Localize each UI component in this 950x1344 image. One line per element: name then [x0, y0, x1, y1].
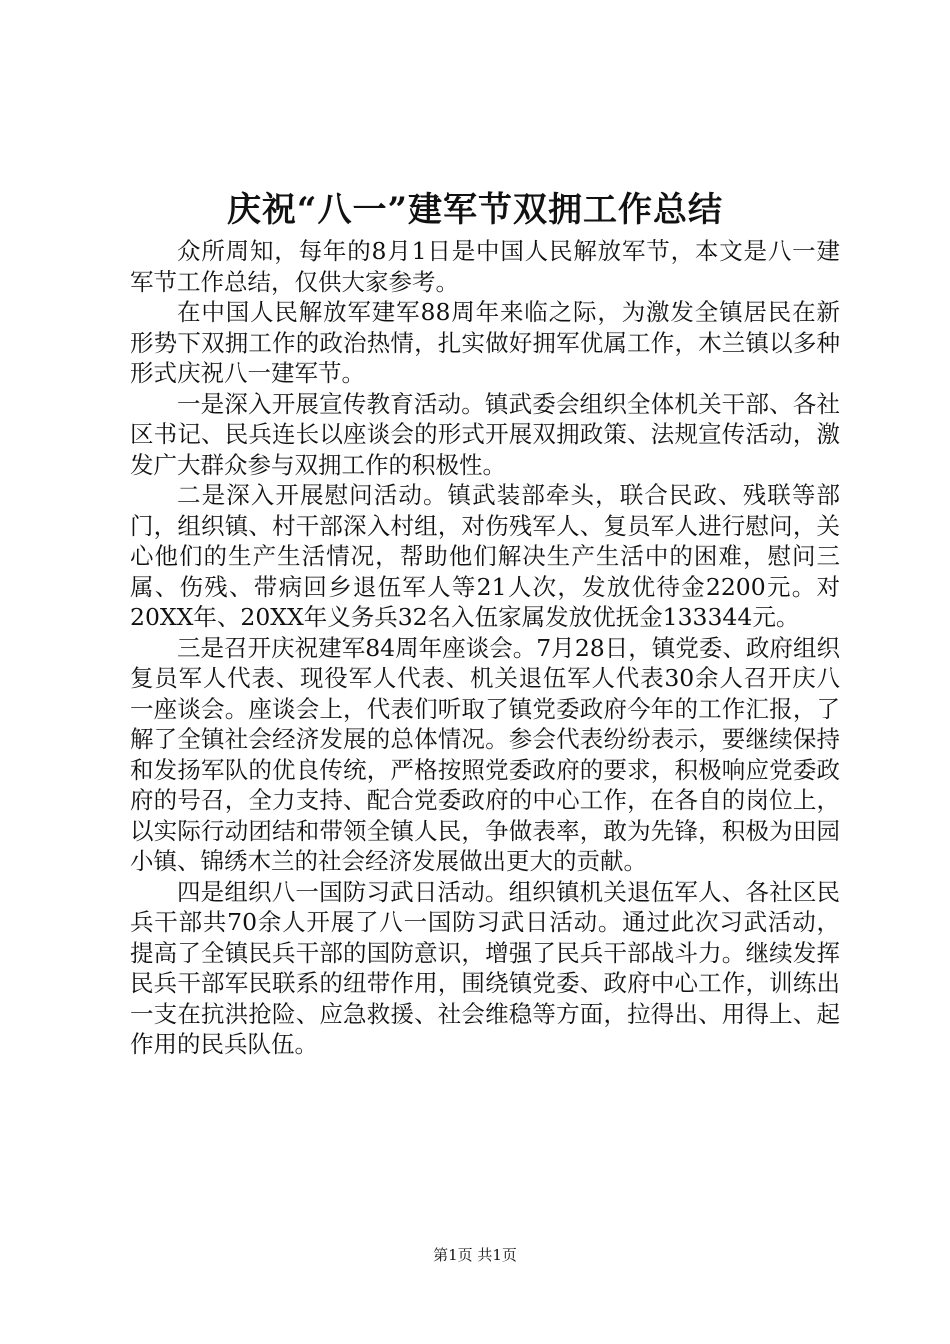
paragraph-intro: 众所周知，每年的8月1日是中国人民解放军节，本文是八一建军节工作总结，仅供大家参考。: [130, 237, 840, 296]
paragraph-item-4: 四是组织八一国防习武日活动。组织镇机关退伍军人、各社区民兵干部共70余人开展了八一国防习武日活动。通过此次习武活动，提高了全镇民兵干部的国防意识，增强了民兵干部战斗力。继续发挥民兵干部军民联系的纽带作用，围绕镇党委、政府中心工作，训练出一支在抗洪抢险、应急救援、社会维稳等方面，拉得出、用得上、起作用的民兵队伍。: [130, 877, 840, 1058]
document-body: [130, 236, 840, 1060]
paragraph-background: 在中国人民解放军建军88周年来临之际，为激发全镇居民在新形势下双拥工作的政治热情，扎实做好拥军优属工作，木兰镇以多种形式庆祝八一建军节。: [130, 298, 840, 387]
document-title: 庆祝“八一”建军节双拥工作总结: [226, 190, 724, 230]
paragraph-item-2: 二是深入开展慰问活动。镇武装部牵头，联合民政、残联等部门，组织镇、村干部深入村组，对伤残军人、复员军人进行慰问，关心他们的生产生活情况，帮助他们解决生产生活中的困难，慰问三属、伤残、带病回乡退伍军人等21人次，发放优待金2200元。对20XX年、20XX年义务兵32名入伍家属发放优抚金133344元。: [130, 481, 840, 631]
paragraph-item-1: 一是深入开展宣传教育活动。镇武委会组织全体机关干部、各社区书记、民兵连长以座谈会的形式开展双拥政策、法规宣传活动，激发广大群众参与双拥工作的积极性。: [130, 389, 840, 479]
paragraph-item-3: 三是召开庆祝建军84周年座谈会。7月28日，镇党委、政府组织复员军人代表、现役军人代表、机关退伍军人代表30余人召开庆八一座谈会。座谈会上，代表们听取了镇党委政府今年的工作汇报，了解了全镇社会经济发展的总体情况。参会代表纷纷表示，要继续保持和发扬军队的优良传统，严格按照党委政府的要求，积极响应党委政府的号召，全力支持、配合党委政府的中心工作，在各自的岗位上，以实际行动团结和带领全镇人民，争做表率，敢为先锋，积极为田园小镇、锦绣木兰的社会经济发展做出更大的贡献。: [130, 633, 840, 875]
page-number: 第1页 共1页: [433, 1246, 517, 1264]
